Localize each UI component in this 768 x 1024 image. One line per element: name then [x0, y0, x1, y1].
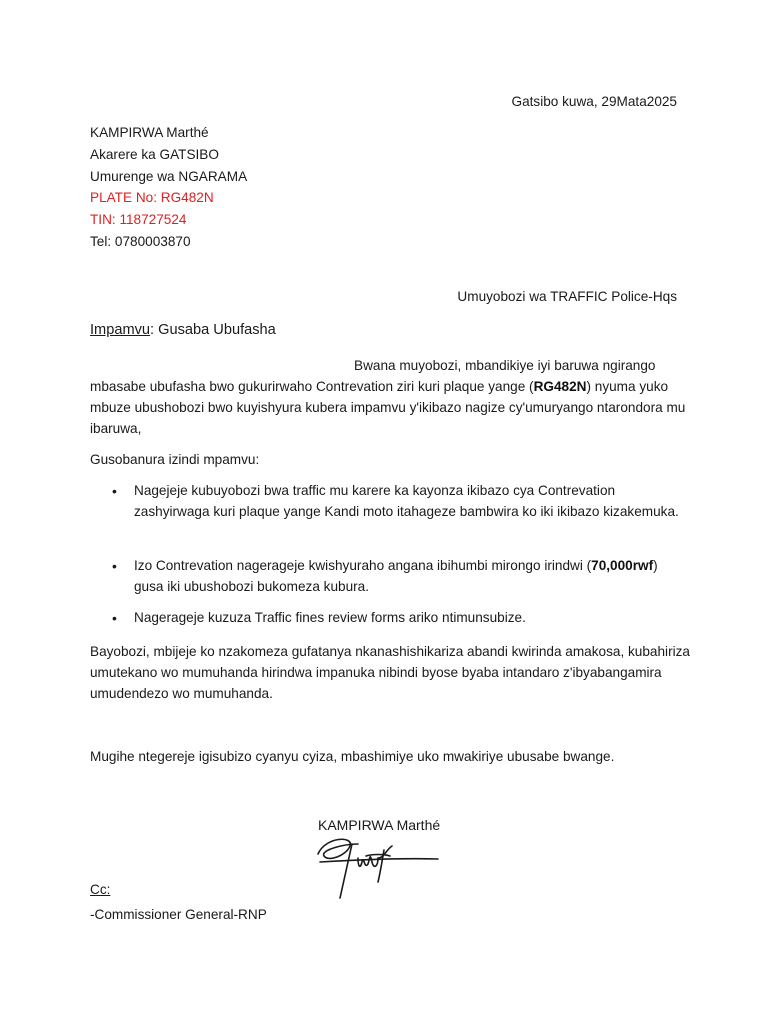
recipient-line: Umuyobozi wa TRAFFIC Police-Hqs [457, 289, 677, 304]
paragraph-reasons-intro: Gusobanura izindi mpamvu: [90, 452, 260, 467]
plate-number-inline: RG482N [533, 379, 587, 394]
bullet-icon: • [112, 483, 117, 499]
list-item [90, 481, 690, 522]
reasons-list-2 [90, 556, 690, 597]
reason-text-b: ) gusa iki ubushobozi bukomeza kubura. [134, 558, 658, 594]
paragraph-intro-part-b: ) nyuma yuko mbuze ubushobozi bwo kuyishyura kubera impamvu y'ikibazo nagize cy'umuryango ntarondora mu ibaruwa, [90, 379, 686, 436]
sender-district: Akarere ka GATSIBO [90, 146, 219, 162]
paragraph-intro-opening: Bwana muyobozi, mbandikiye iyi baruwa ngirango [354, 358, 656, 373]
cc-entry: -Commissioner General-RNP [90, 907, 267, 922]
bullet-icon: • [112, 558, 117, 574]
list-item [90, 608, 690, 629]
reasons-list-3 [90, 608, 690, 629]
reasons-list-1 [90, 481, 690, 522]
cc-label: Cc: [90, 882, 111, 897]
letter-date: Gatsibo kuwa, 29Mata2025 [511, 94, 677, 109]
paragraph-intro-part-a: mbasabe ubufasha bwo gukurirwaho Contrevation ziri kuri plaque yange ( [90, 379, 534, 394]
paragraph-closing: Mugihe ntegereje igisubizo cyanyu cyiza, mbashimiye uko mwakiriye ubusabe bwange. [90, 749, 615, 764]
sender-block [90, 122, 247, 253]
handwritten-signature [314, 832, 444, 902]
reason-text-a: Izo Contrevation nagerageje kwishyuraho angana ibihumbi mirongo irindwi ( [134, 558, 592, 573]
subject-colon: : [150, 322, 155, 338]
reason-text: Nagerageje kuzuza Traffic fines review forms ariko ntimunsubize. [134, 610, 526, 625]
sender-sector: Umurenge wa NGARAMA [90, 168, 248, 184]
bullet-icon: • [112, 610, 117, 626]
subject-label: Impamvu [90, 322, 151, 338]
sender-name: KAMPIRWA Marthé [90, 125, 209, 140]
list-item [90, 556, 690, 597]
paragraph-commitment: Bayobozi, mbijeje ko nzakomeza gufatanya nkanashishikariza abandi kwirinda amakosa, kubahiriza umutekano wo mumuhanda hirindwa impanuka nibindi byose byaba intandaro z'ibyabangamira umudendezo wo mumuhanda. [90, 644, 690, 701]
sender-plate: PLATE No: RG482N [90, 190, 214, 206]
signature-name: KAMPIRWA Marthé [318, 817, 441, 833]
reason-text: Nagejeje kubuyobozi bwa traffic mu karere ka kayonza ikibazo cya Contrevation zashyirwaga kuri plaque yange Kandi moto itahageze bambwira ko iki ikibazo kizakemuka. [134, 483, 679, 519]
subject-line [90, 322, 276, 338]
subject-text: Gusaba Ubufasha [154, 322, 276, 338]
sender-tin: TIN: 118727524 [90, 212, 187, 228]
sender-tel: Tel: 0780003870 [90, 233, 191, 249]
amount-inline: 70,000rwf [591, 558, 654, 573]
paragraph-intro [90, 355, 690, 439]
